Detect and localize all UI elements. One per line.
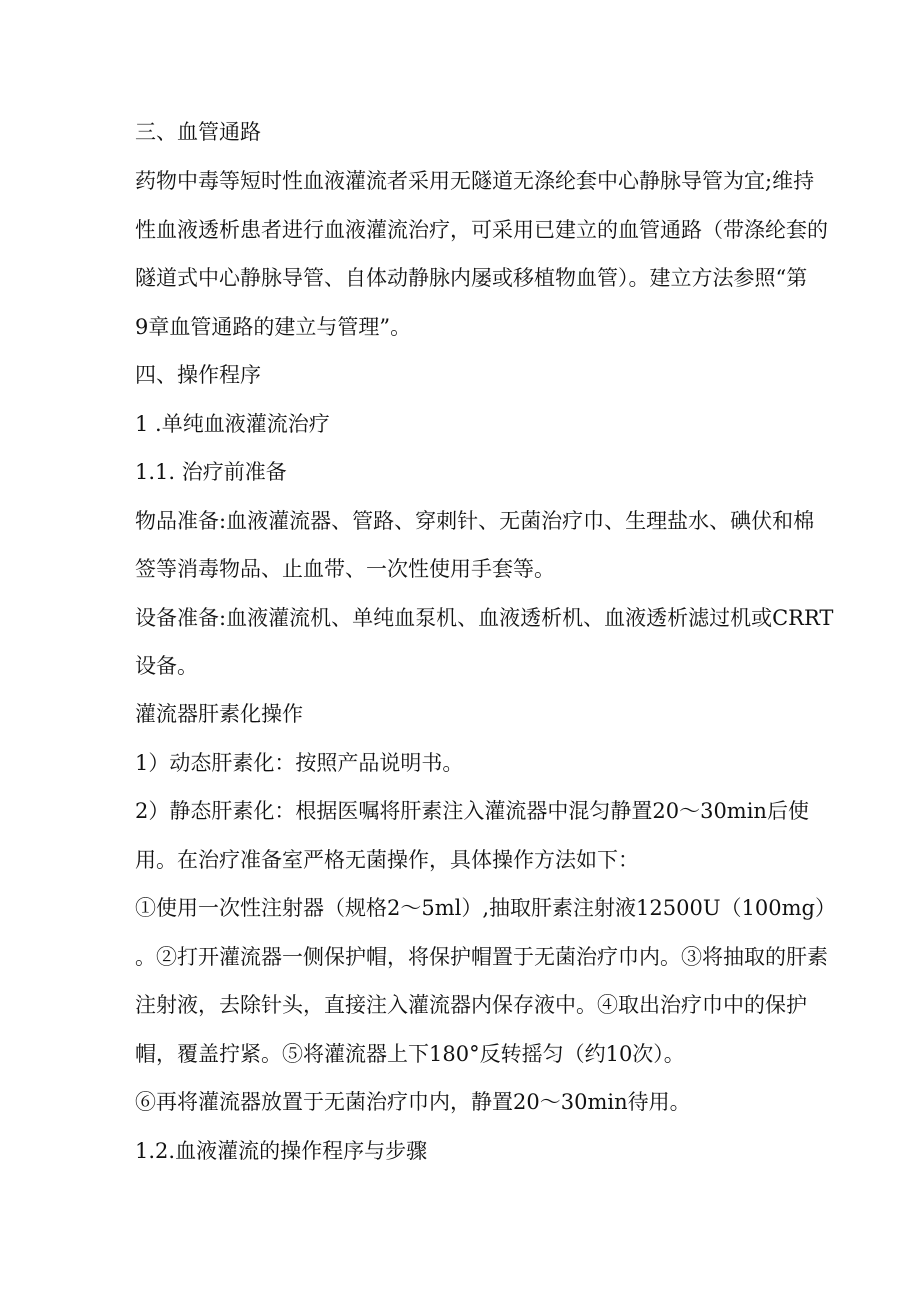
paragraph-line: ⑥再将灌流器放置于无菌治疗巾内，静置20～30min待用。 — [135, 1090, 691, 1114]
paragraph-line: 帽，覆盖拧紧。⑤将灌流器上下180°反转摇匀（约10次）。 — [135, 1042, 685, 1066]
paragraph-line: 用。在治疗准备室严格无菌操作，具体操作方法如下： — [135, 848, 639, 872]
paragraph-line: 物品准备:血液灌流器、管路、穿刺针、无菌治疗巾、生理盐水、碘伏和棉 — [135, 509, 815, 533]
subsection-heading: 1.1. 治疗前准备 — [135, 460, 287, 484]
paragraph-line: 9章血管通路的建立与管理”。 — [135, 315, 412, 339]
paragraph-line: 签等消毒物品、止血带、一次性使用手套等。 — [135, 557, 555, 581]
paragraph-line: 。②打开灌流器一侧保护帽，将保护帽置于无菌治疗巾内。③将抽取的肝素 — [135, 945, 828, 969]
paragraph-line: 药物中毒等短时性血液灌流者采用无隧道无涤纶套中心静脉导管为宜;维持 — [135, 169, 815, 193]
list-item: 2）静态肝素化：根据医嘱将肝素注入灌流器中混匀静置20～30min后使 — [135, 799, 809, 823]
paragraph-line: 性血液透析患者进行血液灌流治疗，可采用已建立的血管通路（带涤纶套的 — [135, 218, 828, 242]
section-heading-procedure: 四、操作程序 — [135, 363, 261, 387]
list-item: 1）动态肝素化：按照产品说明书。 — [135, 751, 464, 775]
paragraph-line: 设备准备:血液灌流机、单纯血泵机、血液透析机、血液透析滤过机或CRRT — [135, 606, 834, 630]
subsection-heading: 1 .单纯血液灌流治疗 — [135, 412, 330, 436]
paragraph-line: ①使用一次性注射器（规格2～5ml）,抽取肝素注射液12500U（100mg） — [135, 896, 836, 920]
subsection-heading: 1.2.血液灌流的操作程序与步骤 — [135, 1139, 428, 1163]
paragraph-line: 设备。 — [135, 654, 198, 678]
paragraph-line: 隧道式中心静脉导管、自体动静脉内屡或移植物血管）。建立方法参照“第 — [135, 266, 808, 290]
section-heading-vascular-access: 三、血管通路 — [135, 120, 261, 144]
paragraph-line: 注射液，去除针头，直接注入灌流器内保存液中。④取出治疗巾中的保护 — [135, 993, 807, 1017]
paragraph-heading: 灌流器肝素化操作 — [135, 702, 303, 726]
